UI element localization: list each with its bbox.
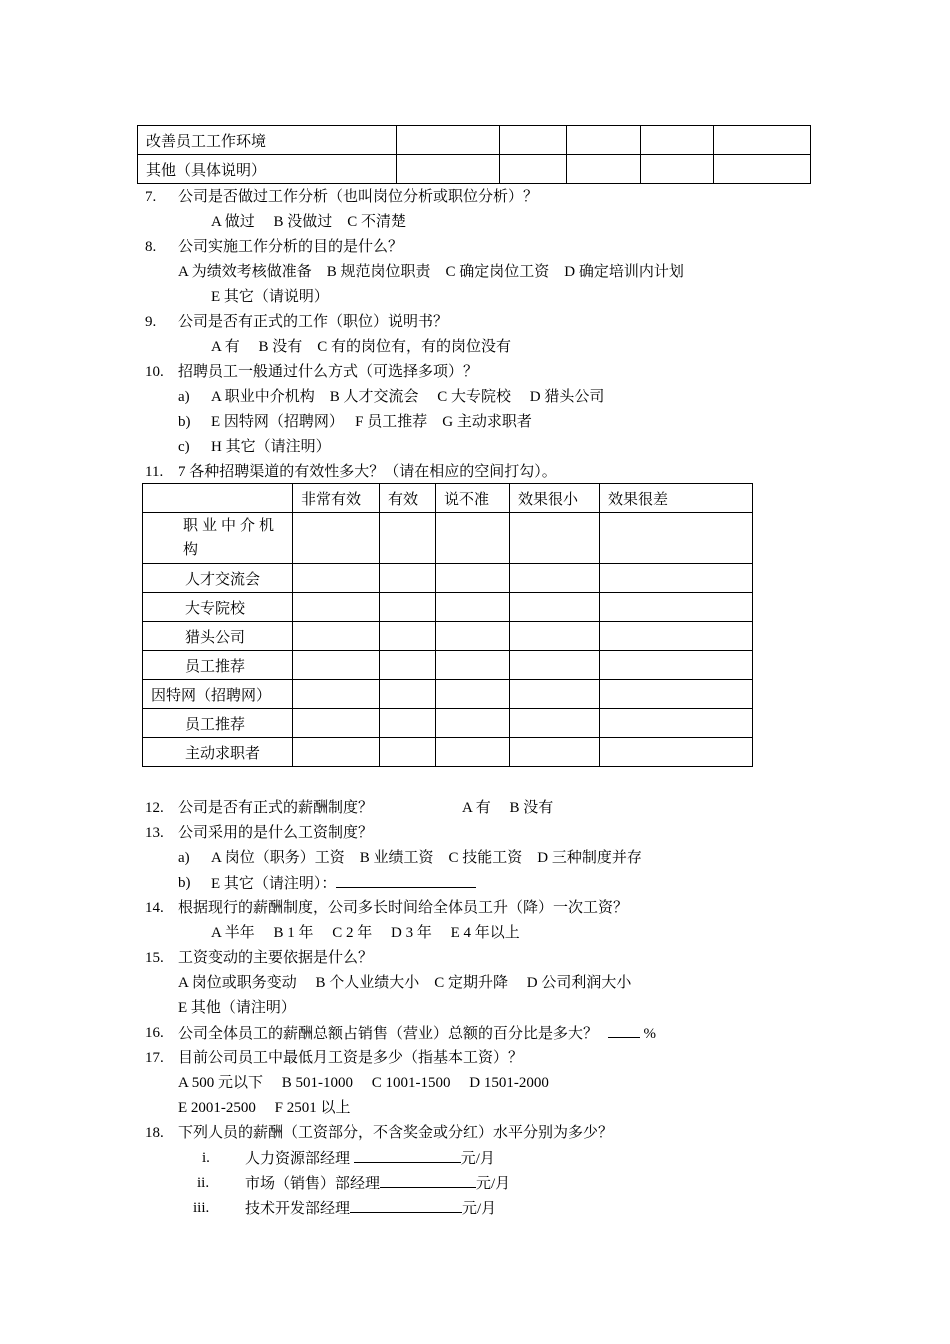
checkbox-cell[interactable] [397, 155, 500, 184]
row-label: 猎头公司 [143, 622, 293, 651]
question-10-option-a[interactable]: A 职业中介机构 B 人才交流会 C 大专院校 D 猎头公司 [211, 389, 605, 405]
checkbox-cell[interactable] [510, 593, 600, 622]
question-13-text: 公司采用的是什么工资制度？ [178, 825, 374, 841]
list-marker: ii. [197, 1175, 210, 1191]
question-number: 12. [145, 800, 164, 816]
question-number: 16. [145, 1025, 164, 1041]
checkbox-cell[interactable] [436, 564, 510, 593]
question-10-option-c[interactable]: H 其它（请注明） [211, 439, 331, 455]
salary-tech-manager [245, 1198, 496, 1219]
row-label: 职业中介机构 [143, 513, 293, 564]
table-row [143, 651, 753, 680]
question-number: 17. [145, 1050, 164, 1066]
checkbox-cell[interactable] [293, 738, 380, 767]
header-cell: 有效 [380, 484, 436, 513]
checkbox-cell[interactable] [600, 622, 753, 651]
checkbox-cell[interactable] [714, 155, 811, 184]
checkbox-cell[interactable] [293, 593, 380, 622]
checkbox-cell[interactable] [293, 651, 380, 680]
row-label: 人才交流会 [143, 564, 293, 593]
question-12-text: 公司是否有正式的薪酬制度？ [178, 800, 374, 816]
question-number: 13. [145, 825, 164, 841]
checkbox-cell[interactable] [510, 680, 600, 709]
question-12-options[interactable]: A 有 B 没有 [462, 800, 554, 816]
option-label: E 其它（请注明）： [211, 876, 337, 892]
recruitment-channel-table [142, 483, 753, 767]
header-cell: 说不准 [436, 484, 510, 513]
list-marker: b) [178, 875, 191, 891]
question-13-option-a[interactable]: A 岗位（职务）工资 B 业绩工资 C 技能工资 D 三种制度并存 [211, 850, 642, 866]
row-label: 主动求职者 [143, 738, 293, 767]
checkbox-cell[interactable] [380, 564, 436, 593]
question-15-text: 工资变动的主要依据是什么？ [178, 950, 374, 966]
question-number: 8. [145, 239, 157, 255]
question-17-options-2[interactable]: E 2001-2500 F 2501 以上 [178, 1100, 351, 1116]
question-9-text: 公司是否有正式的工作（职位）说明书？ [178, 314, 449, 330]
percent-unit: % [643, 1026, 657, 1042]
checkbox-cell[interactable] [567, 126, 641, 155]
table-cell: 其他（具体说明） [138, 155, 397, 184]
table-row [143, 680, 753, 709]
checkbox-cell[interactable] [293, 680, 380, 709]
checkbox-cell[interactable] [600, 680, 753, 709]
checkbox-cell[interactable] [600, 709, 753, 738]
checkbox-cell[interactable] [510, 738, 600, 767]
question-number: 9. [145, 314, 157, 330]
checkbox-cell[interactable] [641, 126, 714, 155]
question-16-label: 公司全体员工的薪酬总额占销售（营业）总额的百分比是多大？ [178, 1026, 599, 1042]
question-17-options[interactable]: A 500 元以下 B 501-1000 C 1001-1500 D 1501-2000 [178, 1075, 549, 1091]
question-14-text: 根据现行的薪酬制度，公司多长时间给全体员工升（降）一次工资？ [178, 900, 629, 916]
table-row [143, 709, 753, 738]
table-row [143, 738, 753, 767]
table-row [143, 513, 753, 564]
checkbox-cell[interactable] [436, 651, 510, 680]
question-8-options[interactable]: A 为绩效考核做准备 B 规范岗位职责 C 确定岗位工资 D 确定培训内计划 [178, 264, 684, 280]
checkbox-cell[interactable] [436, 709, 510, 738]
fill-in-blank[interactable] [336, 873, 476, 888]
question-8-options-other[interactable]: E 其它（请说明） [211, 289, 329, 305]
row-label: 员工推荐 [143, 709, 293, 738]
checkbox-cell[interactable] [510, 622, 600, 651]
checkbox-cell[interactable] [293, 564, 380, 593]
salary-label: 人力资源部经理 [245, 1151, 354, 1167]
list-marker: iii. [193, 1200, 210, 1216]
list-marker: a) [178, 850, 190, 866]
table-row [138, 126, 811, 155]
list-marker: a) [178, 389, 190, 405]
salary-unit: 元/月 [460, 1151, 495, 1167]
salary-hr-manager [245, 1148, 495, 1169]
question-18-text: 下列人员的薪酬（工资部分，不含奖金或分红）水平分别为多少？ [178, 1125, 614, 1141]
header-cell: 效果很小 [510, 484, 600, 513]
row-label: 因特网（招聘网） [143, 680, 293, 709]
header-cell [143, 484, 293, 513]
checkbox-cell[interactable] [293, 513, 380, 564]
salary-blank[interactable] [350, 1198, 462, 1213]
checkbox-cell[interactable] [436, 738, 510, 767]
question-13-option-b[interactable] [211, 873, 476, 894]
checkbox-cell[interactable] [600, 513, 753, 564]
checkbox-cell[interactable] [500, 155, 567, 184]
question-number: 7. [145, 189, 157, 205]
checkbox-cell[interactable] [567, 155, 641, 184]
question-10-text: 招聘员工一般通过什么方式（可选择多项）？ [178, 364, 479, 380]
salary-blank[interactable] [354, 1148, 461, 1163]
list-marker: b) [178, 414, 191, 430]
question-number: 10. [145, 364, 164, 380]
list-marker: i. [202, 1150, 210, 1166]
question-10-option-b[interactable]: E 因特网（招聘网） F 员工推荐 G 主动求职者 [211, 414, 532, 430]
checkbox-cell[interactable] [510, 651, 600, 680]
salary-blank[interactable] [380, 1173, 476, 1188]
checkbox-cell[interactable] [436, 622, 510, 651]
question-8-text: 公司实施工作分析的目的是什么？ [178, 239, 404, 255]
salary-sales-manager [245, 1173, 510, 1194]
checkbox-cell[interactable] [380, 622, 436, 651]
checkbox-cell[interactable] [293, 622, 380, 651]
salary-unit: 元/月 [476, 1176, 511, 1192]
percent-blank[interactable] [608, 1023, 640, 1038]
question-7-options[interactable]: A 做过 B 没做过 C 不清楚 [211, 214, 407, 230]
table-row [143, 564, 753, 593]
question-15-options-other[interactable]: E 其他（请注明） [178, 1000, 296, 1016]
checkbox-cell[interactable] [380, 738, 436, 767]
checkbox-cell[interactable] [293, 709, 380, 738]
checkbox-cell[interactable] [510, 564, 600, 593]
checkbox-cell[interactable] [600, 738, 753, 767]
question-number: 14. [145, 900, 164, 916]
header-cell: 效果很差 [600, 484, 753, 513]
table-row [138, 155, 811, 184]
salary-label: 技术开发部经理 [245, 1201, 351, 1217]
question-number: 18. [145, 1125, 164, 1141]
table-row [143, 622, 753, 651]
checkbox-cell[interactable] [641, 155, 714, 184]
checkbox-cell[interactable] [500, 126, 567, 155]
checkbox-cell[interactable] [510, 513, 600, 564]
question-16-text [178, 1023, 656, 1044]
checkbox-cell[interactable] [380, 680, 436, 709]
checkbox-cell[interactable] [436, 513, 510, 564]
checkbox-cell[interactable] [600, 564, 753, 593]
question-9-options[interactable]: A 有 B 没有 C 有的岗位有，有的岗位没有 [211, 339, 512, 355]
checkbox-cell[interactable] [714, 126, 811, 155]
table-row [143, 593, 753, 622]
header-cell: 非常有效 [293, 484, 380, 513]
row-label: 大专院校 [143, 593, 293, 622]
salary-unit: 元/月 [462, 1201, 497, 1217]
question-11-text: 7 各种招聘渠道的有效性多大？（请在相应的空间打勾）。 [178, 464, 557, 480]
question-14-options[interactable]: A 半年 B 1 年 C 2 年 D 3 年 E 4 年以上 [211, 925, 520, 941]
row-label: 员工推荐 [143, 651, 293, 680]
checkbox-cell[interactable] [380, 709, 436, 738]
question-7-text: 公司是否做过工作分析（也叫岗位分析或职位分析）？ [178, 189, 539, 205]
checkbox-cell[interactable] [397, 126, 500, 155]
question-17-text: 目前公司员工中最低月工资是多少（指基本工资）？ [178, 1050, 524, 1066]
checkbox-cell[interactable] [436, 593, 510, 622]
checkbox-cell[interactable] [380, 593, 436, 622]
checkbox-cell[interactable] [510, 709, 600, 738]
table-header-row [143, 484, 753, 513]
table-cell: 改善员工工作环境 [138, 126, 397, 155]
question-15-options[interactable]: A 岗位或职务变动 B 个人业绩大小 C 定期升降 D 公司利润大小 [178, 975, 632, 991]
checkbox-cell[interactable] [436, 680, 510, 709]
question-number: 15. [145, 950, 164, 966]
question-number: 11. [145, 464, 164, 480]
checkbox-cell[interactable] [600, 651, 753, 680]
checkbox-cell[interactable] [600, 593, 753, 622]
checkbox-cell[interactable] [380, 513, 436, 564]
list-marker: c) [178, 439, 190, 455]
checkbox-cell[interactable] [380, 651, 436, 680]
top-table [137, 125, 811, 184]
salary-label: 市场（销售）部经理 [245, 1176, 381, 1192]
